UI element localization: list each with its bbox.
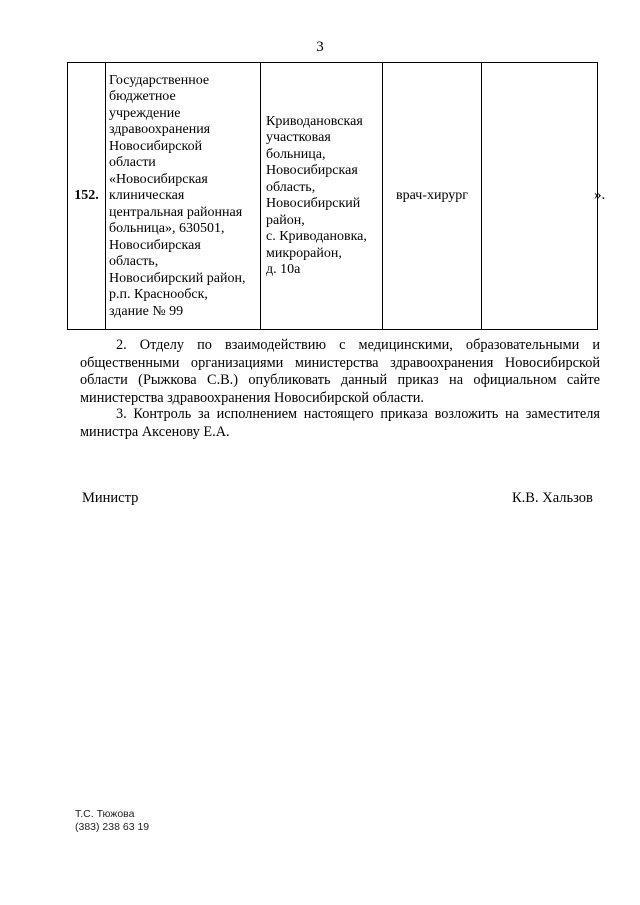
loc-line: область, [266, 179, 316, 195]
org-line: Государственное [109, 72, 210, 88]
org-line: клиническая [109, 188, 185, 204]
org-line: бюджетное [109, 89, 176, 105]
signature-name: К.В. Хальзов [512, 490, 593, 506]
closing-quote: ». [594, 187, 606, 203]
footer-phone: (383) 238 63 19 [75, 821, 150, 833]
signature-title: Министр [82, 490, 139, 506]
loc-line: Криводановская [266, 113, 363, 129]
loc-line: микрорайон, [266, 245, 342, 261]
footer-author: Т.С. Тюжова [75, 808, 135, 820]
organization-cell [106, 63, 261, 330]
page-number: 3 [316, 39, 324, 55]
org-line: «Новосибирская [109, 171, 208, 187]
positions-table [67, 62, 598, 330]
org-line: р.п. Краснообск, [109, 287, 208, 303]
loc-line: больница, [266, 146, 326, 162]
loc-line: район, [266, 212, 305, 228]
row-number: 152. [68, 63, 106, 330]
footer [75, 808, 149, 834]
location-cell [261, 63, 383, 330]
org-line: области [109, 155, 156, 171]
org-line: здравоохранения [109, 122, 211, 138]
loc-line: участковая [266, 130, 331, 145]
loc-line: Новосибирский [266, 196, 361, 211]
org-line: центральная районная [109, 204, 243, 220]
org-line: больница», 630501, [109, 221, 225, 237]
position-cell: врач-хирург [383, 63, 482, 330]
paragraph-3: 3. Контроль за исполнением настоящего приказа возложить на заместителя министра Аксенову Е.А. [80, 406, 600, 440]
loc-line: Новосибирская [266, 163, 358, 178]
loc-line: с. Криводановка, [266, 229, 367, 244]
org-line: Новосибирская [109, 237, 201, 253]
org-line: здание № 99 [109, 303, 184, 319]
loc-line: д. 10а [266, 262, 301, 277]
empty-cell [482, 63, 598, 330]
org-line: учреждение [109, 105, 181, 121]
table-row [68, 63, 598, 330]
org-line: Новосибирский район, [109, 270, 246, 286]
org-line: Новосибирской [109, 138, 203, 154]
org-line: область, [109, 254, 159, 270]
paragraph-2: 2. Отделу по взаимодействию с медицинскими, образовательными и общественными организациями министерства здравоохранения Новосибирской области (Рыжкова С.В.) опубликовать данный приказ на официальном сайте министерства здравоохранения Новосибирской области. [80, 337, 600, 406]
